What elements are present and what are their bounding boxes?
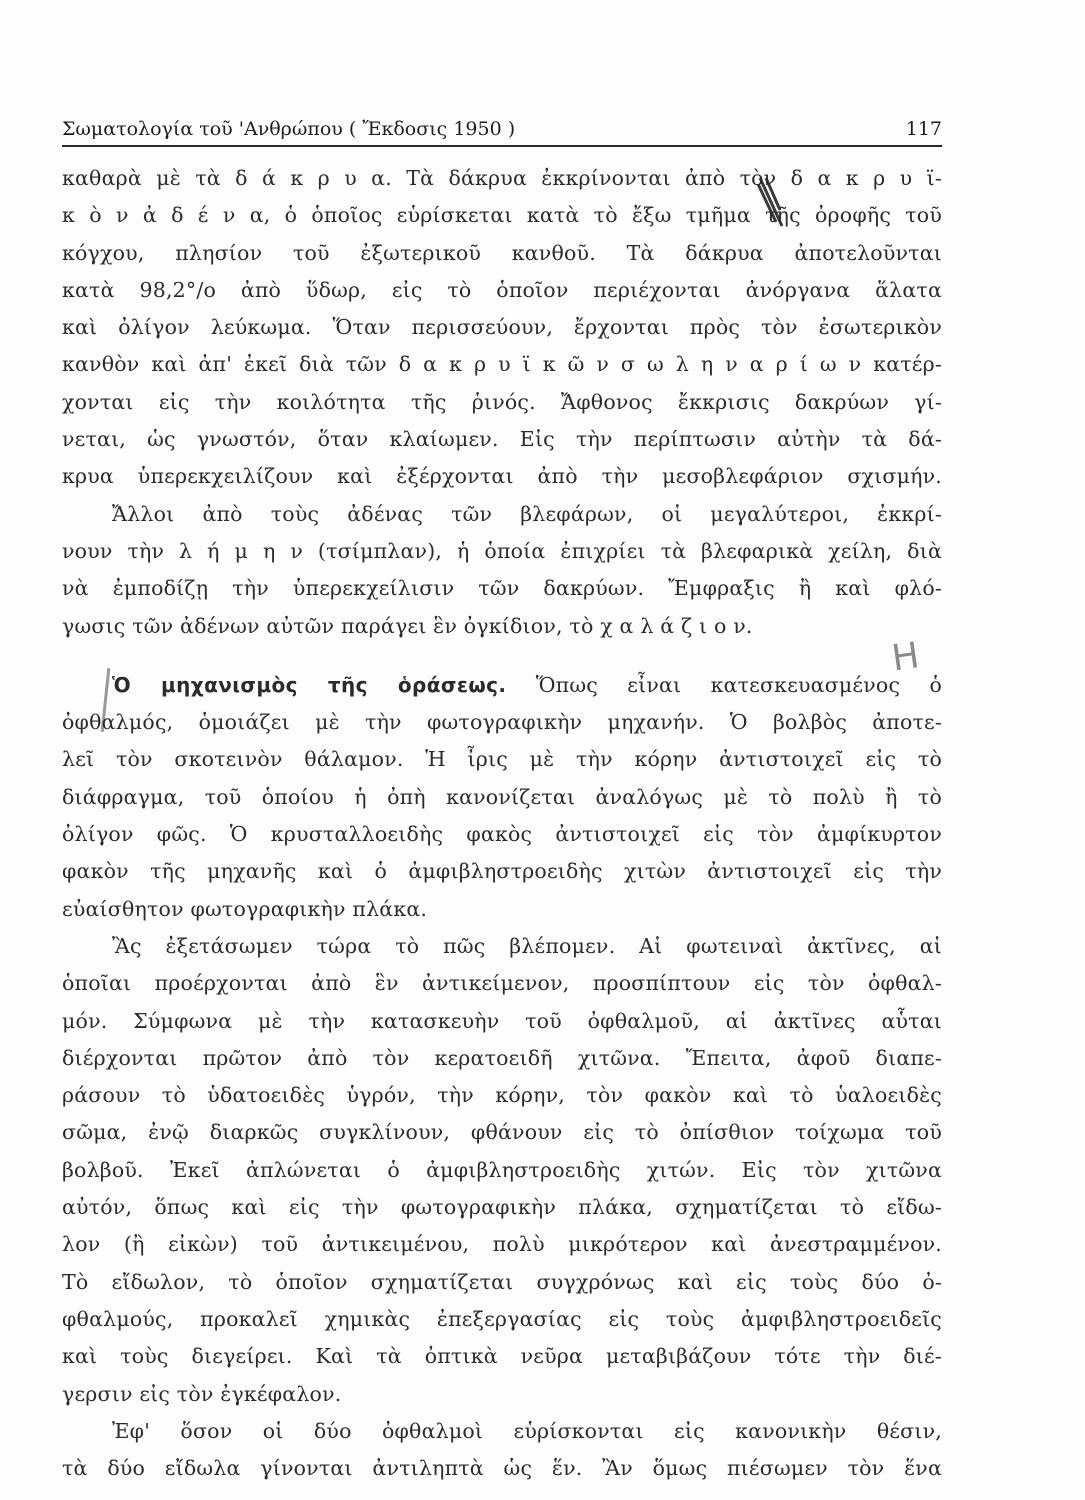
text-line: λεῖ τὸν σκοτεινὸν θάλαμον. Ἡ ἶρις μὲ τὴν κόρην ἀντιστοιχεῖ εἰς τὸ: [62, 747, 942, 772]
text-line: καὶ τοὺς διεγείρει. Καὶ τὰ ὀπτικὰ νεῦρα μεταβιβάζουν τότε τὴν διέ-: [62, 1344, 942, 1369]
text-line: διάφραγμα, τοῦ ὁποίου ἡ ὀπὴ κανονίζεται ἀναλόγως μὲ τὸ πολὺ ἢ τὸ: [62, 784, 942, 809]
text-line: κόγχου, πλησίον τοῦ ἐξωτερικοῦ κανθοῦ. Τὰ δάκρυα ἀποτελοῦνται: [62, 240, 942, 265]
text-line: Τὸ εἴδωλον, τὸ ὁποῖον σχηματίζεται συγχρόνως καὶ εἰς τοὺς δύο ὀ-: [62, 1269, 942, 1294]
text-line: κατὰ 98,2°/ο ἀπὸ ὕδωρ, εἰς τὸ ὁποῖον περιέχονται ἀνόργανα ἅλατα: [62, 277, 942, 302]
text-line-continuation: Ὅπως εἶναι κατεσκευασμένος ὁ: [506, 672, 942, 697]
text-line: φθαλμούς, προκαλεῖ χημικὰς ἐπεξεργασίας εἰς τοὺς ἀμφιβληστροειδεῖς: [62, 1306, 942, 1331]
text-line: βολβοῦ. Ἐκεῖ ἁπλώνεται ὁ ἀμφιβληστροειδὴς χιτών. Εἰς τὸν χιτῶνα: [62, 1157, 942, 1182]
text-line: ὀφθαλμός, ὁμοιάζει μὲ τὴν φωτογραφικὴν μηχανήν. Ὁ βολβὸς ἀποτε-: [62, 710, 942, 735]
body-text: [62, 160, 942, 1490]
section-heading: Ὁ μηχανισμὸς τῆς ὁράσεως.: [112, 672, 507, 697]
section-heading-line: [62, 667, 942, 704]
text-line: γωσις τῶν ἀδένων αὐτῶν παράγει ἓν ὀγκίδιον, τὸ χ α λ ά ζ ι ο ν.: [62, 613, 753, 638]
text-line: καθαρὰ μὲ τὰ δ ά κ ρ υ α. Τὰ δάκρυα ἐκκρίνονται ἀπὸ τὸν δ α κ ρ υ ϊ-: [62, 166, 942, 190]
text-line: νεται, ὡς γνωστόν, ὅταν κλαίωμεν. Εἰς τὴν περίπτωσιν αὐτὴν τὰ δά-: [62, 427, 942, 452]
text-line: γερσιν εἰς τὸν ἐγκέφαλον.: [62, 1381, 342, 1406]
text-line: φακὸν τῆς μηχανῆς καὶ ὁ ἀμφιβληστροειδὴς χιτὼν ἀντιστοιχεῖ εἰς τὴν: [62, 859, 942, 884]
text-line: σῶμα, ἐνῷ διαρκῶς συγκλίνουν, φθάνουν εἰς τὸ ὀπίσθιον τοίχωμα τοῦ: [62, 1120, 942, 1145]
text-line: εὐαίσθητον φωτογραφικὴν πλάκα.: [62, 896, 428, 921]
text-line: Ἂς ἐξετάσωμεν τώρα τὸ πῶς βλέπομεν. Αἱ φωτειναὶ ἀκτῖνες, αἱ: [112, 933, 942, 958]
text-line: τὰ δύο εἴδωλα γίνονται ἀντιληπτὰ ὡς ἕν. Ἂν ὅμως πιέσωμεν τὸν ἕνα: [62, 1456, 942, 1481]
text-line: μόν. Σύμφωνα μὲ τὴν κατασκευὴν τοῦ ὀφθαλμοῦ, αἱ ἀκτῖνες αὗται: [62, 1008, 942, 1033]
text-line: νὰ ἐμποδίζῃ τὴν ὑπερεκχείλισιν τῶν δακρύων. Ἔμφραξις ἢ καὶ φλό-: [62, 576, 942, 601]
book-title: Σωματολογία τοῦ 'Ανθρώπου ( Ἔκδοσις 1950 ): [62, 118, 516, 140]
text-line: καὶ ὀλίγον λεύκωμα. Ὅταν περισσεύουν, ἔρχονται πρὸς τὸν ἐσωτερικὸν: [62, 315, 942, 340]
margin-letter-mark: H: [889, 635, 922, 680]
text-line: νουν τὴν λ ή μ η ν (τσίμπλαν), ἡ ὁποία ἐπιχρίει τὰ βλεφαρικὰ χείλη, διὰ: [62, 538, 942, 563]
text-line: κ ὸ ν ἀ δ έ ν α, ὁ ὁποῖος εὑρίσκεται κατὰ τὸ ἔξω τμῆμα τῆς ὀροφῆς τοῦ: [62, 203, 942, 228]
text-line: Ἐφ' ὅσον οἱ δύο ὀφθαλμοὶ εὑρίσκονται εἰς κανονικὴν θέσιν,: [112, 1418, 942, 1443]
text-line: ράσουν τὸ ὑδατοειδὲς ὑγρόν, τὴν κόρην, τὸν φακὸν καὶ τὸ ὑαλοειδὲς: [62, 1083, 942, 1108]
text-line: κανθὸν καὶ ἀπ' ἐκεῖ διὰ τῶν δ α κ ρ υ ϊ κ ῶ ν σ ω λ η ν α ρ ί ω ν κατέρ-: [62, 352, 942, 377]
text-line: διέρχονται πρῶτον ἀπὸ τὸν κερατοειδῆ χιτῶνα. Ἔπειτα, ἀφοῦ διαπε-: [62, 1045, 942, 1070]
text-line: χονται εἰς τὴν κοιλότητα τῆς ῥινός. Ἄφθονος ἔκκρισις δακρύων γί-: [62, 389, 942, 414]
text-line: ὀλίγον φῶς. Ὁ κρυσταλλοειδὴς φακὸς ἀντιστοιχεῖ εἰς τὸν ἀμφίκυρτον: [62, 822, 942, 847]
page-number: 117: [905, 118, 942, 140]
text-line: λον (ἢ εἰκὼν) τοῦ ἀντικειμένου, πολὺ μικρότερον καὶ ἀνεστραμμένον.: [62, 1232, 942, 1257]
header-rule: [62, 145, 942, 147]
text-line: ὁποῖαι προέρχονται ἀπὸ ἓν ἀντικείμενον, προσπίπτουν εἰς τὸν ὀφθαλ-: [62, 971, 942, 996]
text-line: Ἄλλοι ἀπὸ τοὺς ἀδένας τῶν βλεφάρων, οἱ μεγαλύτεροι, ἐκκρί-: [112, 501, 942, 526]
running-head: [62, 104, 942, 140]
text-line: κρυα ὑπερεκχειλίζουν καὶ ἐξέρχονται ἀπὸ τὴν μεσοβλεφάριον σχισμήν.: [62, 464, 942, 489]
text-line: αὐτόν, ὅπως καὶ εἰς τὴν φωτογραφικὴν πλάκα, σχηματίζεται τὸ εἴδω-: [62, 1195, 942, 1220]
